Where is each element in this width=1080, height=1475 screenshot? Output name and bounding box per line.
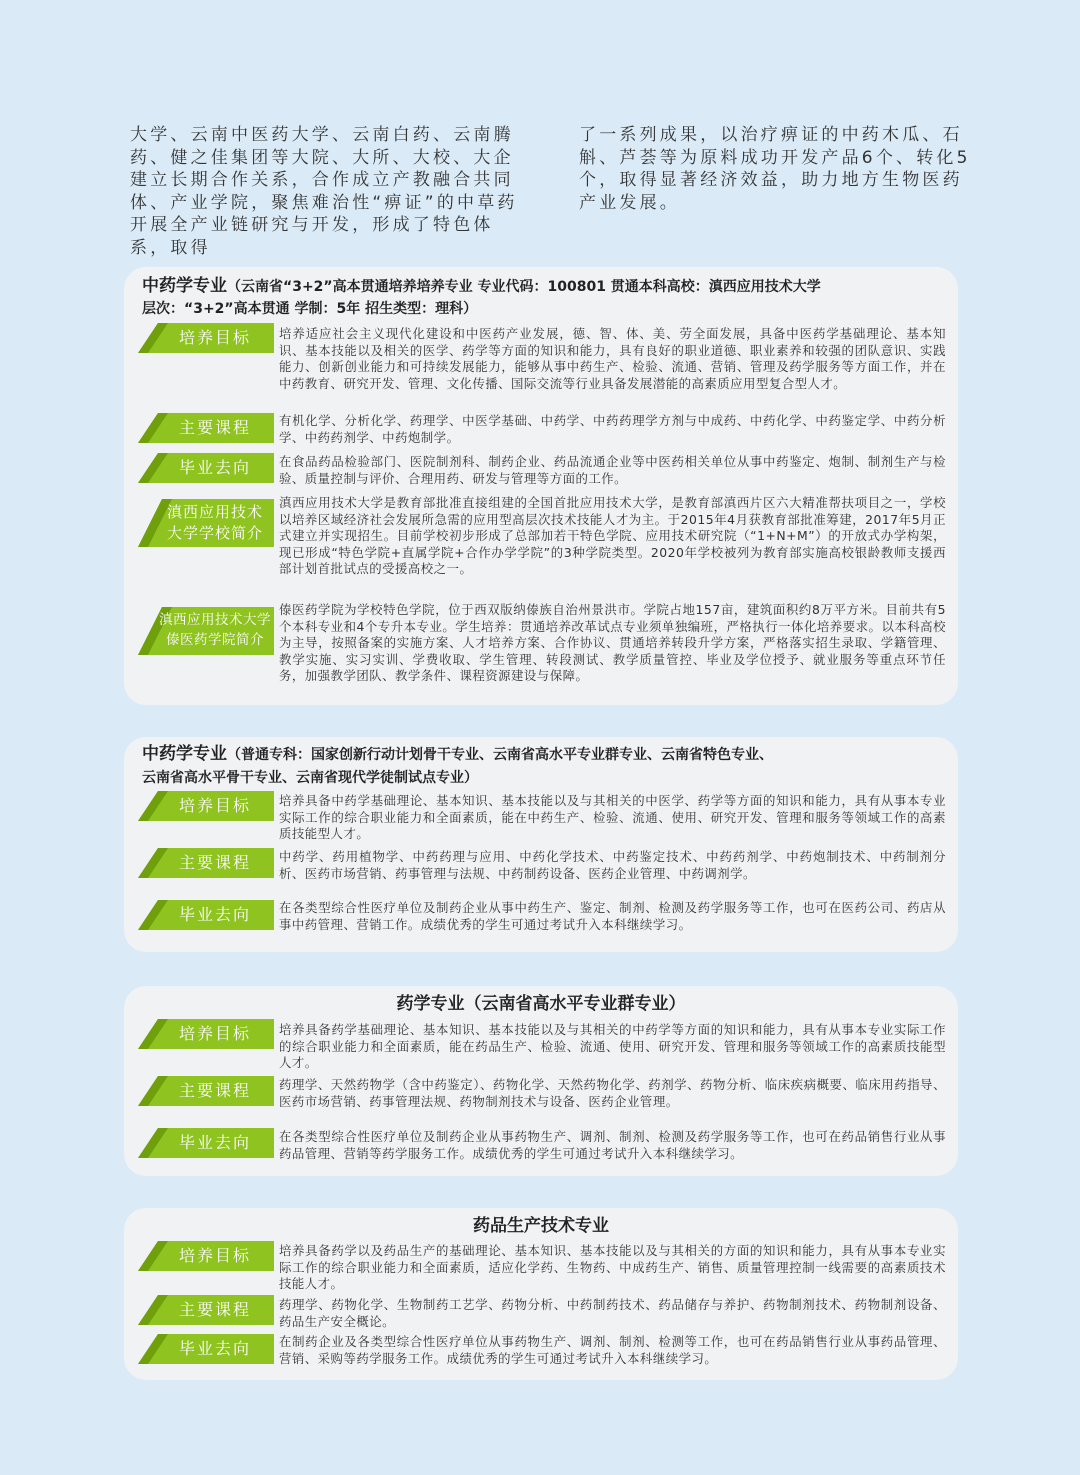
program-subtitle-line1: （普通专科：国家创新行动计划骨干专业、云南省高水平专业群专业、云南省特色专业、 [227,747,773,763]
tag-course [138,848,274,878]
tag-school-intro [138,499,274,547]
tag-goal-label: 培养目标 [178,1246,251,1265]
career-text: 在制药企业及各类型综合性医疗单位从事药物生产、调剂、制剂、检测等工作，也可在药品销售行业从事药品管理、营销、采购等药学服务工作。成绩优秀的学生可通过考试升入本科继续学习。 [279,1334,946,1366]
program-card-drug-production [124,1208,958,1380]
career-text: 在食品药品检验部门、医院制剂科、制药企业、药品流通企业等中医药相关单位从事中药鉴定、炮制、制剂生产与检验、质量控制与评价、合理用药、研发与管理等方面的工作。 [279,454,946,486]
course-text: 药理学、药物化学、生物制药工艺学、药物分析、中药制药技术、药品储存与养护、药物制剂技术、药物制剂设备、药品生产安全概论。 [279,1297,946,1329]
card-header-line2 [142,767,948,790]
goal-text: 培养具备药学基础理论、基本知识、基本技能以及与其相关的中药学等方面的知识和能力，具有从事本专业实际工作的综合职业能力和全面素质，能在药品生产、检验、流通、使用、研究开发、管理和服务等领域工作的高素质技能型人才。 [279,1022,946,1070]
program-title: 药学专业（云南省高水平专业群专业） [396,994,686,1014]
tag-school-intro-label: 滇西应用技术 大学学校简介 [166,503,263,542]
tag-course [138,413,274,443]
program-title: 药品生产技术专业 [473,1216,609,1236]
program-subtitle-line2: 层次：“3+2”高本贯通 学制：5年 招生类型：理科） [142,301,478,317]
tag-career [138,900,274,930]
card-header-line2 [142,298,948,321]
tag-goal [138,791,274,821]
program-subtitle-line2: 云南省高水平骨干专业、云南省现代学徒制试点专业） [142,770,478,786]
program-subtitle-line1: （云南省“3+2”高本贯通培养培养专业 专业代码：100801 贯通本科高校：滇西应用技术大学 [227,279,821,295]
intro-right-paragraph: 了一系列成果，以治疗痹证的中药木瓜、石斛、芦荟等为原料成功开发产品6个、转化5个，取得显著经济效益，助力地方生物医药产业发展。 [579,125,971,213]
tag-dai-intro [138,607,274,655]
program-card-tcm-associate [124,737,958,952]
school-intro-text: 滇西应用技术大学是教育部批准直接组建的全国首批应用技术大学，是教育部滇西片区六大精准帮扶项目之一，学校以培养区域经济社会发展所急需的应用型高层次技术技能人才为主。于2015年4月获教育部批准筹建，2017年5月正式建立并实现招生。目前学校初步形成了总部加若干特色学院、应用技术研究院（“1+N+M”）的开放式办学构架，现已形成“特色学院+直属学院+合作办学学院”的3种学院类型。2020年学校被列为教育部实施高校银龄教师支援西部计划首批试点的受援高校之一。 [279,495,946,576]
tag-goal-label: 培养目标 [178,328,251,347]
program-title: 中药学专业 [142,744,227,764]
tag-career [138,1334,274,1364]
tag-career [138,453,274,483]
tag-career-label: 毕业去向 [178,1133,251,1152]
tag-goal [138,1241,274,1271]
tag-goal [138,1019,274,1049]
tag-career-label: 毕业去向 [178,1339,251,1358]
course-text: 中药学、药用植物学、中药药理与应用、中药化学技术、中药鉴定技术、中药药剂学、中药炮制技术、中药制剂分析、医药市场营销、药事管理与法规、中药制药设备、医药企业管理、中药调剂学。 [279,849,946,881]
tag-course [138,1076,274,1106]
card-header [124,1215,958,1239]
tag-career [138,1128,274,1158]
course-text: 药理学、天然药物学（含中药鉴定）、药物化学、天然药物化学、药剂学、药物分析、临床疾病概要、临床用药指导、医药市场营销、药事管理法规、药物制剂技术与设备、医药企业管理。 [279,1077,946,1109]
tag-goal [138,323,274,353]
goal-text: 培养适应社会主义现代化建设和中医药产业发展，德、智、体、美、劳全面发展，具备中医药学基础理论、基本知识、基本技能以及相关的医学、药学等方面的知识和能力，具有良好的职业道德、职业素养和较强的团队意识、实践能力、创新创业能力和可持续发展能力，能够从事中药生产、检验、流通、营销、管理及药学服务等方面工作，并在中药教育、研究开发、管理、文化传播、国际交流等行业具备发展潜能的高素质应用型复合型人才。 [279,326,946,391]
tag-career-label: 毕业去向 [178,905,251,924]
program-card-tcm-3plus2 [124,267,958,705]
tag-career-label: 毕业去向 [178,458,251,477]
career-text: 在各类型综合性医疗单位及制药企业从事药物生产、调剂、制剂、检测及药学服务等工作，也可在药品销售行业从事药品管理、营销等药学服务工作。成绩优秀的学生可通过考试升入本科继续学习。 [279,1129,946,1161]
card-header [142,275,948,299]
tag-goal-label: 培养目标 [178,1024,251,1043]
tag-course-label: 主要课程 [178,1300,251,1319]
goal-text: 培养具备中药学基础理论、基本知识、基本技能以及与其相关的中医学、药学等方面的知识和能力，具有从事本专业实际工作的综合职业能力和全面素质，能在中药生产、检验、流通、使用、研究开发、管理和服务等领域工作的高素质技能型人才。 [279,793,946,841]
card-header [142,743,948,767]
intro-left-paragraph: 大学、云南中医药大学、云南白药、云南腾药、健之佳集团等大院、大所、大校、大企建立长期合作关系，合作成立产教融合共同体、产业学院，聚焦难治性“痹证”的中草药开展全产业链研究与开发，形成了特色体系，取得 [130,125,518,258]
dai-intro-text: 傣医药学院为学校特色学院，位于西双版纳傣族自治州景洪市。学院占地157亩，建筑面积约8万平方米。目前共有5个本科专业和4个专升本专业。学生培养：贯通培养改革试点专业须单独编班，严格执行一体化培养要求。以本科高校为主导，按照备案的实施方案、人才培养方案、合作协议、贯通培养转段升学方案，严格落实招生录取、学籍管理、教学实施、实习实训、学费收取、学生管理、转段测试、教学质量管控、毕业及学位授予、就业服务等重点环节任务，加强教学团队、教学条件、课程资源建设与保障。 [279,602,946,683]
career-text: 在各类型综合性医疗单位及制药企业从事中药生产、鉴定、制剂、检测及药学服务等工作，也可在医药公司、药店从事中药管理、营销工作。成绩优秀的学生可通过考试升入本科继续学习。 [279,900,946,932]
tag-course-label: 主要课程 [178,418,251,437]
program-title: 中药学专业 [142,276,227,296]
tag-goal-label: 培养目标 [178,796,251,815]
tag-course-label: 主要课程 [178,1081,251,1100]
course-text: 有机化学、分析化学、药理学、中医学基础、中药学、中药药理学方剂与中成药、中药化学、中药鉴定学、中药分析学、中药药剂学、中药炮制学。 [279,413,946,445]
tag-course [138,1295,274,1325]
goal-text: 培养具备药学以及药品生产的基础理论、基本知识、基本技能以及与其相关的方面的知识和能力，具有从事本专业实际工作的综合职业能力和全面素质，适应化学药、生物药、中成药生产、销售、质量管理控制一线需要的高素质技术技能人才。 [279,1243,946,1291]
tag-dai-intro-label: 滇西应用技术大学 傣医药学院简介 [159,612,271,648]
card-header [124,993,958,1017]
tag-course-label: 主要课程 [178,853,251,872]
program-card-pharmacy [124,986,958,1176]
